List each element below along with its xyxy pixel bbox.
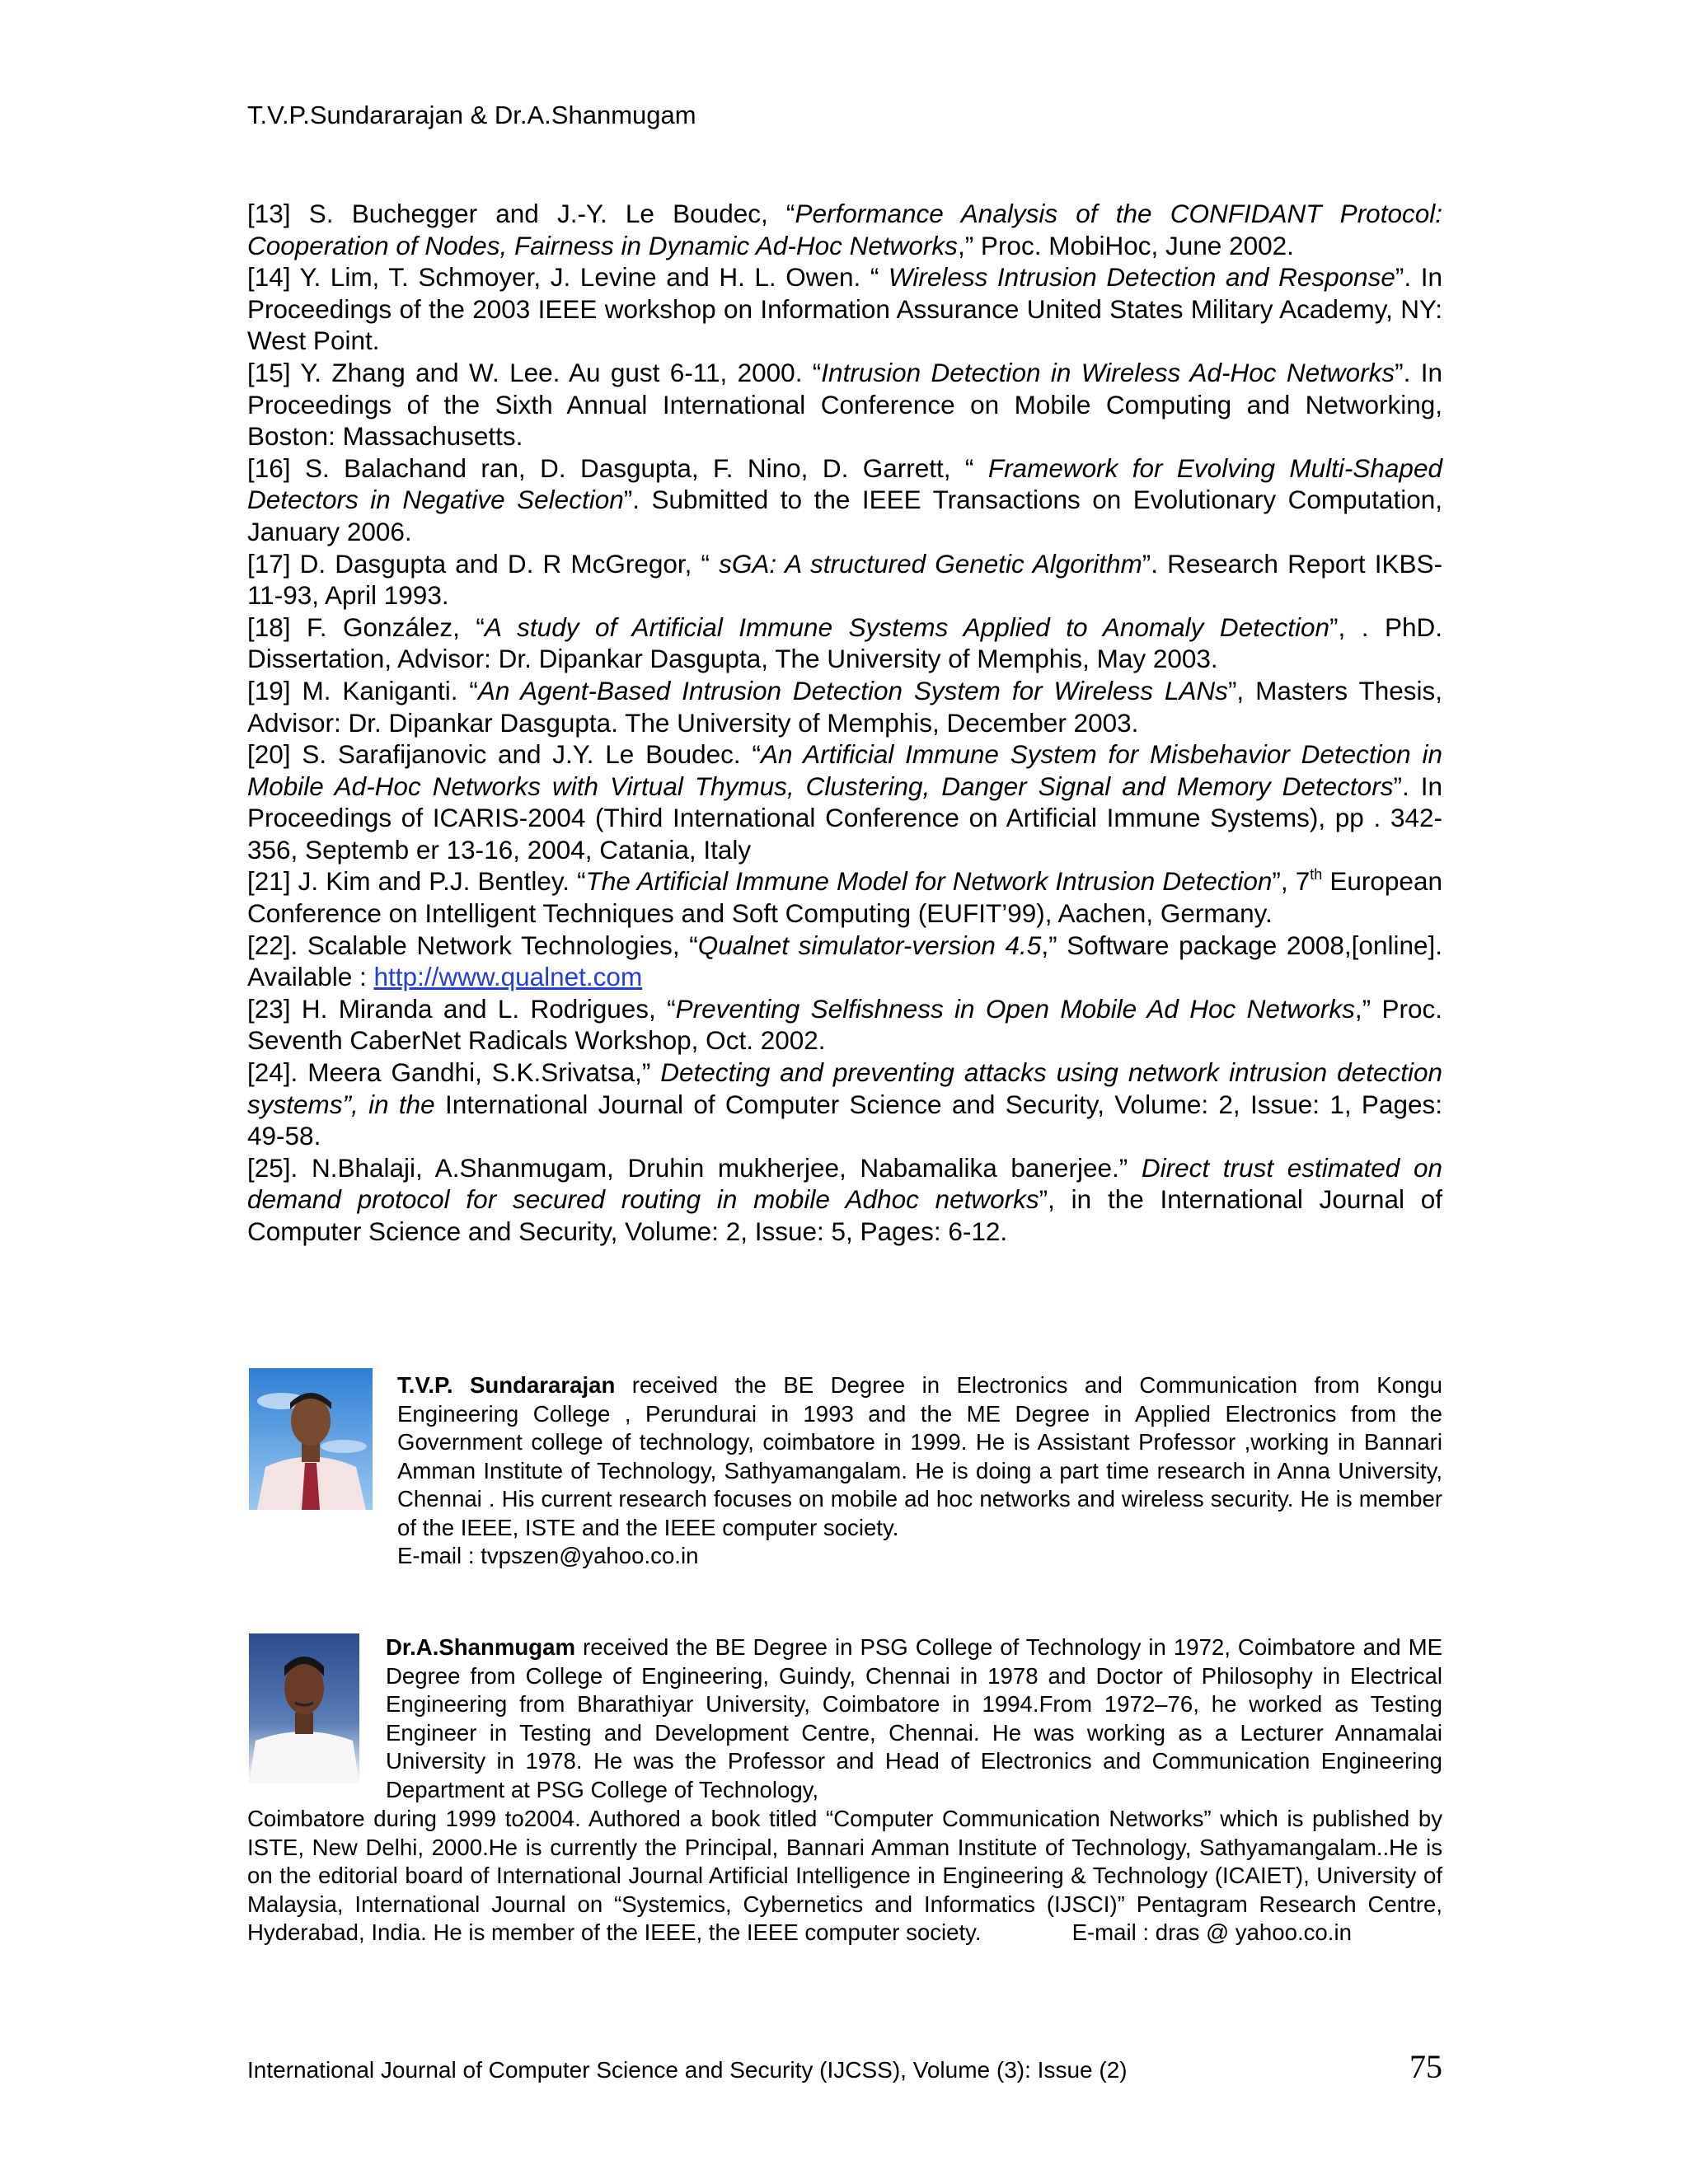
bio-text: Coimbatore during 1999 to2004. Authored a book titled “Computer Communication Networks” which is published by ISTE, New Delhi, 2000.He is currently the Principal, Bannari Amman Institute of Technology, Sathyamangalam..He is on the editorial board of International Journal Artificial Intelligence in Engineering & Technology (ICAIET), University of Malaysia, International Journal on “Systemics, Cybernetics and Informatics (IJSCI)” Pentagram Research Centre, Hyderabad, India. He is member of the IEEE, the IEEE computer society. <box>247 1806 1442 1945</box>
ordinal-superscript: th <box>1310 865 1323 883</box>
reference-authors: [17] D. Dasgupta and D. R McGregor, “ <box>247 548 720 579</box>
reference-title: An Agent-Based Intrusion Detection System for Wireless LANs <box>477 675 1228 705</box>
reference-authors: [23] H. Miranda and L. Rodrigues, “ <box>247 993 676 1024</box>
reference-source: ”, Masters Thesis, Advisor: Dr. Dipankar Dasgupta. The University of Memphis, December 2003. <box>247 675 1442 738</box>
reference-title: Performance Analysis of the CONFIDANT Protocol: Cooperation of Nodes, Fairness in Dynamic Ad-Hoc Networks <box>247 199 1442 260</box>
author-photo-shanmugam <box>249 1633 359 1783</box>
reference-authors: [20] S. Sarafijanovic and J.Y. Le Boudec. “ <box>247 739 761 770</box>
running-header: T.V.P.Sundararajan & Dr.A.Shanmugam <box>247 101 696 129</box>
reference-authors: [24]. Meera Gandhi, S.K.Srivatsa,” <box>247 1057 661 1088</box>
reference-item <box>247 738 1442 865</box>
reference-item <box>247 865 1442 929</box>
reference-title: sGA: A structured Genetic Algorithm <box>719 548 1142 579</box>
reference-source: ”. In Proceedings of the 2003 IEEE workshop on Information Assurance United States Military Academy, NY: West Point. <box>247 262 1442 356</box>
reference-title: Wireless Intrusion Detection and Response <box>888 262 1395 293</box>
reference-item <box>247 452 1442 548</box>
reference-source: ”, . PhD. Dissertation, Advisor: Dr. Dipankar Dasgupta, The University of Memphis, May 2003. <box>247 612 1442 674</box>
reference-title: Direct trust estimated on demand protocol for secured routing in mobile Adhoc networks <box>247 1152 1442 1215</box>
reference-authors: [15] Y. Zhang and W. Lee. Au gust 6-11, 2000. “ <box>247 357 822 387</box>
bio-text: received the BE Degree in Electronics and Communication from Kongu Engineering College , Perundurai in 1993 and the ME Degree in Applied Electronics from the Government college of technology, coimbatore in 1999. He is Assistant Professor ,working in Bannari Amman Institute of Technology, Sathyamangalam. He is doing a part time research in Anna University, Chennai . His current research focuses on mobile ad hoc networks and wireless security. He is member of the IEEE, ISTE and the IEEE computer society. <box>397 1372 1442 1540</box>
author-photo-sundararajan <box>249 1368 373 1510</box>
reference-authors: [18] F. González, “ <box>247 612 485 642</box>
reference-item <box>247 675 1442 738</box>
author-name: T.V.P. Sundararajan <box>397 1372 616 1398</box>
reference-authors: [14] Y. Lim, T. Schmoyer, J. Levine and H. L. Owen. “ <box>247 262 889 293</box>
reference-item <box>247 357 1442 452</box>
author-email: E-mail : dras @ yahoo.co.in <box>1071 1919 1352 1945</box>
journal-footer: International Journal of Computer Science and Security (IJCSS), Volume (3): Issue (2) <box>247 2057 1128 2083</box>
author-bio-shanmugam-continued <box>247 1805 1442 1947</box>
reference-source: ,” Software package 2008,[online]. Available : <box>247 930 1442 992</box>
reference-source: European Conference on Intelligent Techniques and Soft Computing (EUFIT’99), Aachen, Germany. <box>247 866 1442 929</box>
reference-authors: [13] S. Buchegger and J.-Y. Le Boudec, “ <box>247 199 795 228</box>
reference-authors: [19] M. Kaniganti. “ <box>247 675 478 705</box>
reference-authors: [16] S. Balachand ran, D. Dasgupta, F. Nino, D. Garrett, “ <box>247 452 988 483</box>
reference-source: ”, in the International Journal of Computer Science and Security, Volume: 2, Issue: 5, Pages: 6-12. <box>247 1184 1443 1246</box>
author-name: Dr.A.Shanmugam <box>386 1634 575 1660</box>
reference-item <box>247 1057 1442 1152</box>
reference-source: ,” Proc. Seventh CaberNet Radicals Workshop, Oct. 2002. <box>247 993 1442 1056</box>
reference-authors: [22]. Scalable Network Technologies, “ <box>247 930 698 960</box>
reference-item <box>247 993 1442 1057</box>
reference-title: Qualnet simulator-version 4.5 <box>697 930 1042 960</box>
reference-item <box>247 1152 1442 1248</box>
reference-source: ”. In Proceedings of the Sixth Annual International Conference on Mobile Computing and Networking, Boston: Massachusetts. <box>247 357 1442 452</box>
reference-title: A study of Artificial Immune Systems Applied to Anomaly Detection <box>484 612 1329 642</box>
reference-source: ,” Proc. MobiHoc, June 2002. <box>957 230 1294 260</box>
author-bio-shanmugam <box>386 1633 1442 1804</box>
reference-title: An Artificial Immune System for Misbehavior Detection in Mobile Ad-Hoc Networks with Virtual Thymus, Clustering, Danger Signal and Memory Detectors <box>247 739 1442 801</box>
reference-item <box>247 612 1442 675</box>
reference-title: The Artificial Immune Model for Network Intrusion Detection <box>585 866 1273 897</box>
reference-item <box>247 548 1442 612</box>
bio-text: received the BE Degree in PSG College of Technology in 1972, Coimbatore and ME Degree from College of Engineering, Guindy, Chennai in 1978 and Doctor of Philosophy in Electrical Engineering from Bharathiyar University, Coimbatore in 1994.From 1972–76, he worked as Testing Engineer in Testing and Development Centre, Chennai. He was working as a Lecturer Annamalai University in 1978. He was the Professor and Head of Electronics and Communication Engineering Department at PSG College of Technology, <box>386 1634 1442 1802</box>
page-number: 75 <box>1409 2048 1442 2085</box>
reference-title: Detecting and preventing attacks using network intrusion detection systems”, in the <box>247 1057 1442 1119</box>
reference-authors: [21] J. Kim and P.J. Bentley. “ <box>247 866 586 897</box>
reference-title: Framework for Evolving Multi-Shaped Detectors in Negative Selection <box>247 452 1442 515</box>
reference-title: Preventing Selfishness in Open Mobile Ad Hoc Networks <box>675 993 1355 1024</box>
reference-item <box>247 261 1442 357</box>
reference-authors: [25]. N.Bhalaji, A.Shanmugam, Druhin mukherjee, Nabamalika banerjee.” <box>247 1152 1142 1183</box>
author-email: E-mail : tvpszen@yahoo.co.in <box>397 1543 699 1568</box>
reference-item <box>247 930 1442 993</box>
reference-title: Intrusion Detection in Wireless Ad-Hoc Networks <box>821 357 1395 387</box>
reference-list <box>247 198 1442 1248</box>
reference-source: International Journal of Computer Science and Security, Volume: 2, Issue: 1, Pages: 49-58. <box>247 1089 1442 1151</box>
qualnet-link[interactable]: http://www.qualnet.com <box>373 962 643 992</box>
author-bio-sundararajan <box>397 1371 1442 1571</box>
reference-source: ”, 7 <box>1272 866 1311 897</box>
reference-item <box>247 198 1442 261</box>
reference-source: ”. Submitted to the IEEE Transactions on Evolutionary Computation, January 2006. <box>247 485 1442 546</box>
reference-source: ”. Research Report IKBS-11-93, April 1993. <box>247 548 1442 611</box>
reference-source: ”. In Proceedings of ICARIS-2004 (Third International Conference on Artificial Immune Systems), pp . 342-356, Septemb er 13-16, 2004, Catania, Italy <box>247 771 1443 865</box>
